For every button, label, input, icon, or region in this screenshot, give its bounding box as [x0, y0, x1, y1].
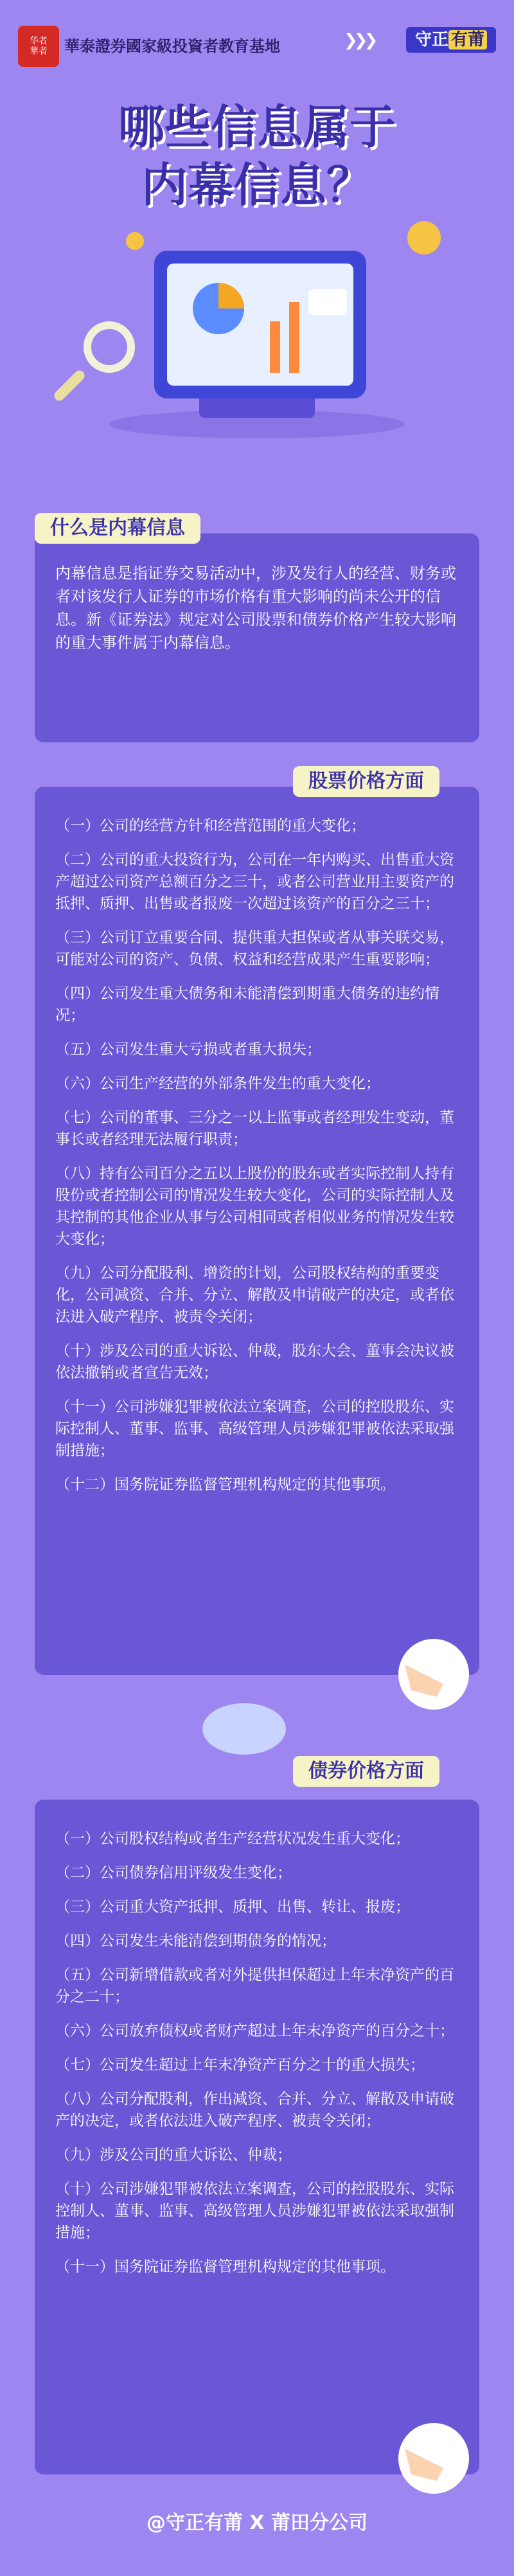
- bond-item: （五）公司新增借款或者对外提供担保超过上年末净资产的百分之二十；: [55, 1967, 454, 2005]
- bond-item: （十一）国务院证券监督管理机构规定的其他事项。: [55, 2258, 395, 2275]
- bond-item: （四）公司发生未能清偿到期债务的情况；: [55, 1933, 336, 1949]
- bond-item: （十）公司涉嫌犯罪被依法立案调查，公司的控股股东、实际控制人、董事、监事、高级管理人员涉嫌犯罪被依法采取强制措施；: [55, 2181, 454, 2241]
- computer-chart-illustration: [39, 212, 475, 443]
- chevrons-icon: ❯❯❯: [344, 31, 375, 50]
- brand-logo: [406, 27, 496, 53]
- bond-item: （二）公司债券信用评级发生变化；: [55, 1865, 292, 1881]
- title-line-2: 内幕信息？: [141, 158, 373, 212]
- footer-right: 莆田分公司: [271, 2512, 368, 2534]
- bond-item: （六）公司放弃债权或者财产超过上年末净资产的百分之十；: [55, 2023, 454, 2039]
- intro-card: [35, 533, 479, 742]
- brand-highlight: 有莆: [448, 30, 487, 49]
- bond-item: （七）公司发生超过上年末净资产百分之十的重大损失；: [55, 2057, 425, 2073]
- stock-item: （二）公司的重大投资行为，公司在一年内购买、出售重大资产超过公司资产总额百分之三十，或者公司营业用主要资产的抵押、质押、出售或者报废一次超过该资产的百分之三十；: [55, 852, 454, 912]
- pointing-hand-icon: [386, 1632, 482, 1716]
- stock-item: （六）公司生产经营的外部条件发生的重大变化；: [55, 1075, 380, 1092]
- stock-item: （九）公司分配股利、增资的计划，公司股权结构的重要变化，公司减资、合并、分立、解散及申请破产的决定，或者依法进入破产程序、被责令关闭；: [55, 1265, 454, 1325]
- stock-item: （一）公司的经营方针和经营范围的重大变化；: [55, 818, 366, 834]
- stock-item: （四）公司发生重大债务和未能清偿到期重大债务的违约情况；: [55, 985, 439, 1024]
- stock-item: （七）公司的董事、三分之一以上监事或者经理发生变动，董事长或者经理无法履行职责；: [55, 1109, 454, 1148]
- stock-list: [35, 787, 479, 1523]
- stock-tag: 股票价格方面: [293, 766, 439, 797]
- footer: [0, 2507, 514, 2535]
- bond-item: （八）公司分配股利，作出减资、合并、分立、解散及申请破产的决定，或者依法进入破产程序、被责令关闭；: [55, 2091, 454, 2129]
- bond-list: [35, 1800, 479, 2305]
- pie-chart-icon: [199, 1697, 289, 1761]
- pointing-hand-icon-2: [386, 2417, 482, 2500]
- stock-item: （三）公司订立重要合同、提供重大担保或者从事关联交易，可能对公司的资产、负债、权益和经营成果产生重要影响；: [55, 929, 454, 968]
- stock-card: [35, 787, 479, 1675]
- intro-tag: 什么是内幕信息: [35, 513, 200, 544]
- bond-item: （一）公司股权结构或者生产经营状况发生重大变化；: [55, 1830, 410, 1847]
- stock-item: （五）公司发生重大亏损或者重大损失；: [55, 1041, 321, 1058]
- stock-item: （十一）公司涉嫌犯罪被依法立案调查，公司的控股股东、实际控制人、董事、监事、高级管理人员涉嫌犯罪被依法采取强制措施；: [55, 1399, 454, 1459]
- footer-x: X: [249, 2512, 265, 2534]
- stock-item: （十二）国务院证券监督管理机构规定的其他事项。: [55, 1476, 395, 1493]
- brand-badge: 华者 華者: [18, 26, 59, 67]
- bond-item: （九）涉及公司的重大诉讼、仲裁；: [55, 2147, 292, 2163]
- footer-left: @守正有莆: [146, 2512, 243, 2534]
- org-name: 華泰證券國家級投資者教育基地: [64, 37, 280, 55]
- bond-card: [35, 1800, 479, 2474]
- bond-tag: 债券价格方面: [293, 1756, 439, 1787]
- stock-item: （八）持有公司百分之五以上股份的股东或者实际控制人持有股份或者控制公司的情况发生较大变化，公司的实际控制人及其控制的其他企业从事与公司相同或者相似业务的情况发生较大变化；: [55, 1165, 454, 1248]
- stock-item: （十）涉及公司的重大诉讼、仲裁，股东大会、董事会决议被依法撤销或者宣告无效；: [55, 1343, 454, 1381]
- bond-item: （三）公司重大资产抵押、质押、出售、转让、报废；: [55, 1899, 410, 1915]
- title-line-1: 哪些信息属于: [118, 100, 396, 154]
- brand-pre: 守正: [414, 30, 448, 49]
- intro-text: 内幕信息是指证券交易活动中，涉及发行人的经营、财务或者对该发行人证券的市场价格有重大影响的尚未公开的信息。新《证券法》规定对公司股票和债券价格产生较大影响的重大事件属于内幕信息。: [55, 564, 456, 652]
